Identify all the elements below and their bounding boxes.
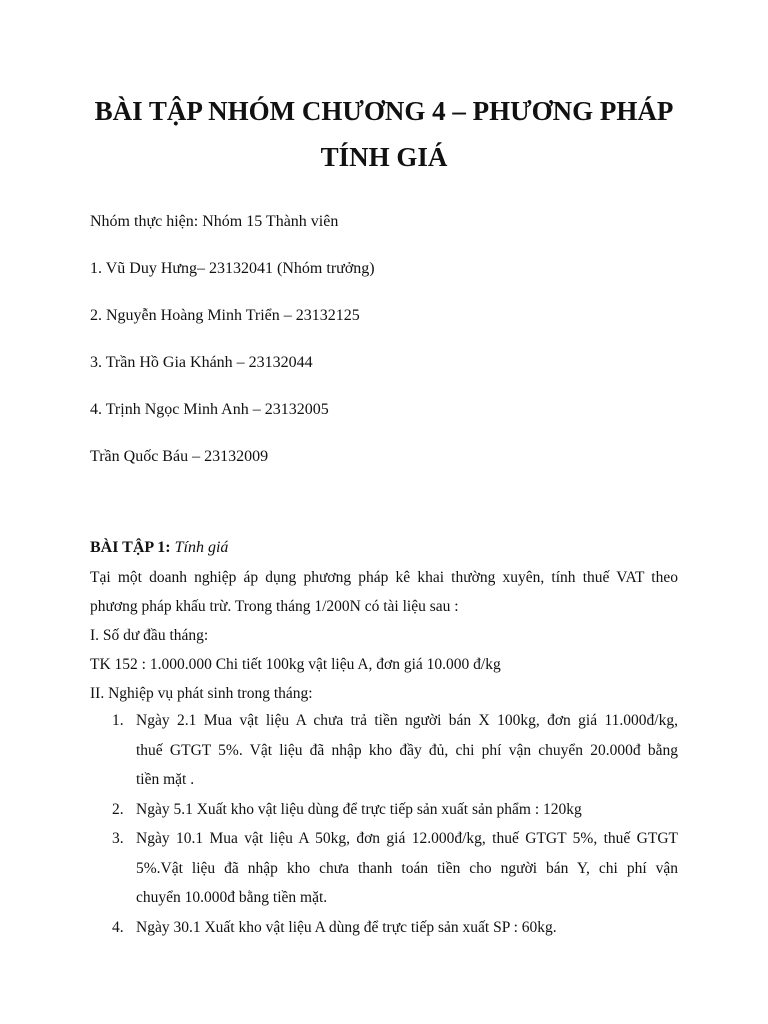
member-line: Trần Quốc Báu – 23132009 [90,448,269,465]
member-line: 4. Trịnh Ngọc Minh Anh – 23132005 [90,401,329,418]
exercise-intro [90,563,678,708]
list-number: 3. [112,830,124,847]
transaction-line: thuế GTGT 5%. Vật liệu đã nhập kho đầy đủ, chi phí vận chuyển 20.000đ bằng [136,741,678,759]
list-number: 4. [112,918,124,936]
exercise-heading [90,539,228,557]
transaction-line: 5%.Vật liệu đã nhập kho chưa thanh toán tiền cho người bán Y, chi phí vận [136,859,678,877]
transaction-line: chuyển 10.000đ bằng tiền mặt. [136,889,328,906]
list-number: 1. [112,712,124,729]
list-item [90,795,678,825]
group-heading: Nhóm thực hiện: Nhóm 15 Thành viên [90,213,339,230]
list-item [90,824,678,913]
member-line: 3. Trần Hồ Gia Khánh – 23132044 [90,354,313,371]
transaction-line: Ngày 10.1 Mua vật liệu A 50kg, đơn giá 12.000đ/kg, thuế GTGT 5%, thuế GTGT [136,830,678,847]
list-number: 2. [112,800,124,818]
exercise-topic: Tính giá [174,539,229,556]
section-heading: II. Nghiệp vụ phát sinh trong tháng: [90,685,313,702]
section-heading: I. Số dư đầu tháng: [90,627,209,644]
intro-line: phương pháp khấu trừ. Trong tháng 1/200N có tài liệu sau : [90,598,459,615]
transaction-line: Ngày 30.1 Xuất kho vật liệu A dùng để trực tiếp sản xuất SP : 60kg. [136,918,557,936]
member-line: 1. Vũ Duy Hưng– 23132041 (Nhóm trưởng) [90,260,375,277]
document-title: BÀI TẬP NHÓM CHƯƠNG 4 – PHƯƠNG PHÁP TÍNH GIÁ [94,96,674,172]
exercise-label: BÀI TẬP 1: [90,539,171,556]
list-item [90,706,678,795]
transaction-line: Ngày 2.1 Mua vật liệu A chưa trả tiền người bán X 100kg, đơn giá 11.000đ/kg, [136,712,678,729]
transaction-line: Ngày 5.1 Xuất kho vật liệu dùng để trực tiếp sản xuất sản phẩm : 120kg [136,800,582,818]
transaction-list [90,706,678,942]
opening-balance: TK 152 : 1.000.000 Chi tiết 100kg vật liệu A, đơn giá 10.000 đ/kg [90,656,501,673]
intro-line: Tại một doanh nghiệp áp dụng phương pháp kê khai thường xuyên, tính thuế VAT theo [90,569,678,586]
list-item [90,913,678,943]
member-line: 2. Nguyễn Hoàng Minh Triển – 23132125 [90,307,360,324]
transaction-line: tiền mặt . [136,771,195,788]
